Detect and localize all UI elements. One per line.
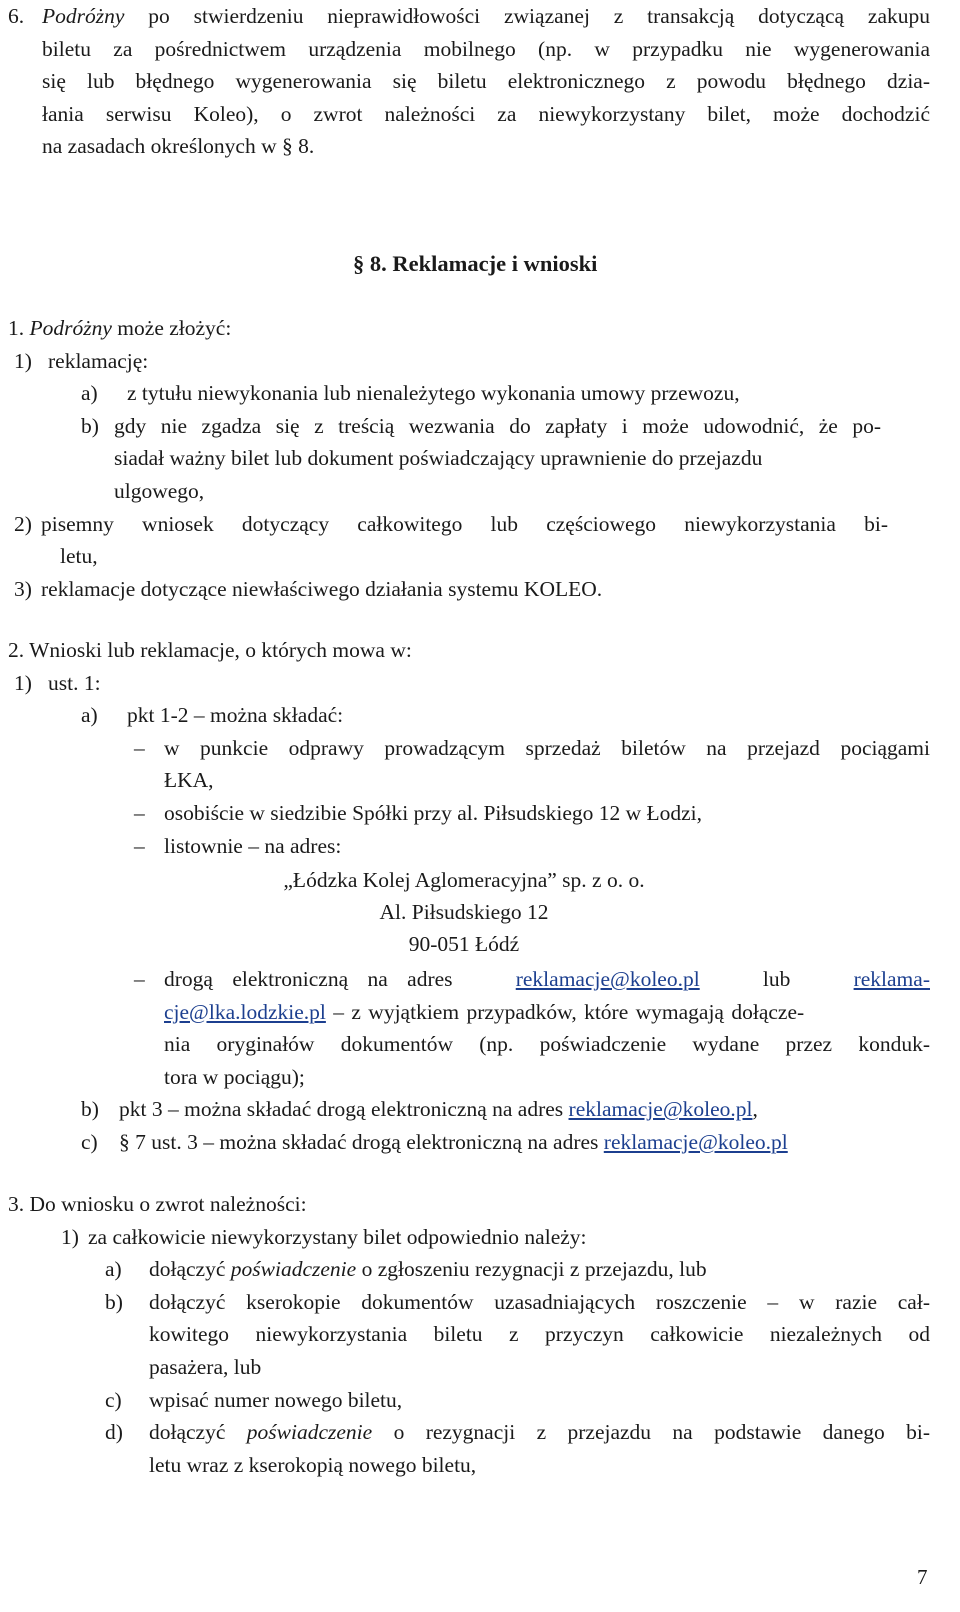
- section-heading: § 8. Reklamacje i wnioski: [353, 251, 598, 276]
- dash-item-punkt-odprawy: – w punkcie odprawy prowadzącym sprzedaż biletów na przejazd pociągami ŁKA,: [134, 732, 930, 797]
- section-1: [8, 312, 930, 601]
- paragraph-line: biletu za pośrednictwem urządzenia mobilnego (np. w przypadku nie wygenerowania: [42, 36, 930, 61]
- section-3: [8, 1188, 930, 1477]
- paragraph-line: się lub błędnego wygenerowania się biletu elektronicznego z powodu błędnego dzia-: [42, 69, 930, 94]
- list-item-c: c) wpisać numer nowego biletu,: [105, 1387, 403, 1412]
- paragraph-line: łania serwisu Koleo), o zwrot należności za niewykorzystany bilet, może dochodzić: [42, 101, 930, 126]
- email-link[interactable]: cje@lka.lodzkie.pl: [164, 999, 326, 1024]
- email-link[interactable]: reklamacje@koleo.pl: [568, 1097, 753, 1122]
- dash-item-osobiscie: – osobiście w siedzibie Spółki przy al. Piłsudskiego 12 w Łodzi,: [134, 797, 930, 830]
- paragraph-line: Podróżny po stwierdzeniu nieprawidłowości związanej z transakcją dotyczącą zakupu: [42, 4, 930, 28]
- section-1-intro: 1. Podróżny może złożyć:: [8, 316, 232, 340]
- paragraph-line: na zasadach określonych w § 8.: [42, 134, 315, 159]
- dash-item-listownie: – listownie – na adres:: [134, 830, 930, 863]
- term-poswiadczenie: poświadczenie: [230, 1257, 357, 1282]
- address-line: „Łódzka Kolej Aglomeracyjna” sp. z o. o.: [283, 868, 645, 892]
- paragraph-number: 6.: [8, 4, 25, 28]
- term-poswiadczenie: poświadczenie: [246, 1420, 373, 1445]
- list-item-b: b) pkt 3 – można składać drogą elektroniczną na adres reklamacje@koleo.pl,: [81, 1097, 758, 1122]
- list-item-a: a) pkt 1-2 – można składać:: [81, 703, 344, 728]
- list-item-a: a) z tytułu niewykonania lub nienależytego wykonania umowy przewozu,: [81, 381, 740, 406]
- section-2-intro: 2. Wnioski lub reklamacje, o których mowa w:: [8, 638, 412, 662]
- email-link[interactable]: reklamacje@koleo.pl: [603, 1130, 788, 1154]
- list-item-b: b) dołączyć kserokopie dokumentów uzasadniających roszczenie – w razie cał- kowitego niewykorzystania biletu z przyczyn całkowicie niezależnych od pasażera, lub: [105, 1289, 930, 1379]
- section-3-intro: 3. Do wniosku o zwrot należności:: [8, 1192, 307, 1216]
- paragraph-6: [8, 0, 930, 163]
- dash-bullet: –: [134, 735, 145, 760]
- list-item-ust-1: 1) ust. 1:: [14, 670, 101, 695]
- list-item-a: a) dołączyć poświadczenie o zgłoszeniu rezygnacji z przejazdu, lub: [105, 1257, 707, 1282]
- dash-bullet: –: [134, 967, 145, 991]
- section-2: [8, 634, 930, 1154]
- list-item-b: b) gdy nie zgadza się z treścią wezwania do zapłaty i może udowodnić, że po- siadał ważny bilet lub dokument poświadczający uprawnienie do przejazdu ulgowego,: [81, 413, 881, 503]
- email-link[interactable]: reklama-: [853, 967, 930, 991]
- address-line: Al. Piłsudskiego 12: [379, 899, 549, 924]
- dash-item-email: – drogą elektroniczną na adres reklamacje@koleo.pl lub reklama- cje@lka.lodzkie.pl – z wyjątkiem przypadków, które wymagają dołącze- nia oryginałów dokumentów (np. poświadczenie wydane przez konduk- tora w pociągu);: [134, 963, 930, 1093]
- list-item-c: c) § 7 ust. 3 – można składać drogą elektroniczną na adres reklamacje@koleo.pl: [81, 1130, 788, 1154]
- list-item-niewykorzystany: 1) za całkowicie niewykorzystany bilet odpowiednio należy:: [61, 1224, 587, 1249]
- list-item-reklamacje-koleo: 3) reklamacje dotyczące niewłaściwego działania systemu KOLEO.: [14, 576, 603, 601]
- term-podrozny: Podróżny: [29, 316, 112, 340]
- list-item-wniosek: 2) pisemny wniosek dotyczący całkowitego lub częściowego niewykorzystania bi- letu,: [14, 511, 888, 569]
- page-number: 7: [917, 1565, 928, 1589]
- address-line: 90-051 Łódź: [408, 932, 520, 957]
- postal-address: [164, 864, 764, 961]
- dash-bullet: –: [134, 801, 145, 825]
- term-podrozny: Podróżny: [42, 4, 125, 28]
- list-item-d: d) dołączyć poświadczenie o rezygnacji z przejazdu na podstawie danego bi- letu wraz z kserokopią nowego biletu,: [105, 1420, 930, 1477]
- list-item-reklamacje: 1) reklamację:: [14, 348, 149, 373]
- email-link[interactable]: reklamacje@koleo.pl: [515, 967, 700, 991]
- dash-bullet: –: [134, 833, 145, 858]
